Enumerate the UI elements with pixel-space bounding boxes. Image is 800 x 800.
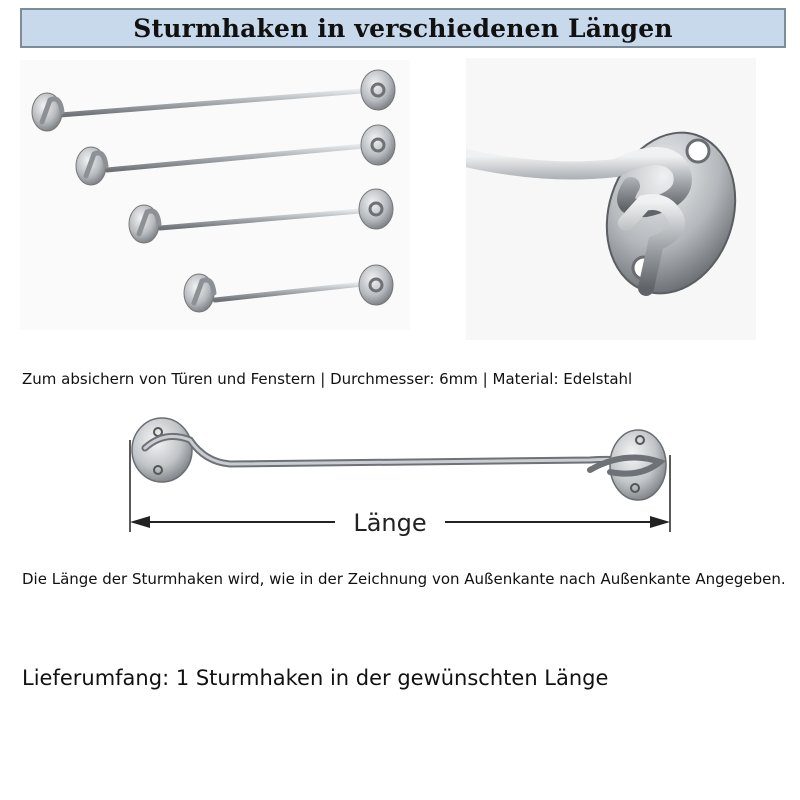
delivery-scope: Lieferumfang: 1 Sturmhaken in der gewünschten Länge: [22, 666, 609, 690]
length-label: Länge: [353, 509, 427, 537]
arrow-left-icon: [130, 516, 150, 528]
arrow-right-icon: [650, 516, 670, 528]
hook-long-1: [32, 70, 395, 131]
spec-caption: Zum absichern von Türen und Fenstern | Durchmesser: 6mm | Material: Edelstahl: [22, 370, 633, 388]
hook-short: [184, 265, 393, 312]
length-diagram: [120, 410, 680, 540]
page-title: Sturmhaken in verschiedenen Längen: [133, 13, 673, 43]
title-banner: [20, 8, 786, 48]
hook-closeup-photo: [466, 58, 756, 340]
hook-set-photo: [20, 60, 410, 330]
length-explanation: Die Länge der Sturmhaken wird, wie in der Zeichnung von Außenkante nach Außenkante Angegeben.: [22, 570, 786, 588]
hook-long-2: [76, 125, 395, 185]
hook-medium: [129, 189, 393, 243]
